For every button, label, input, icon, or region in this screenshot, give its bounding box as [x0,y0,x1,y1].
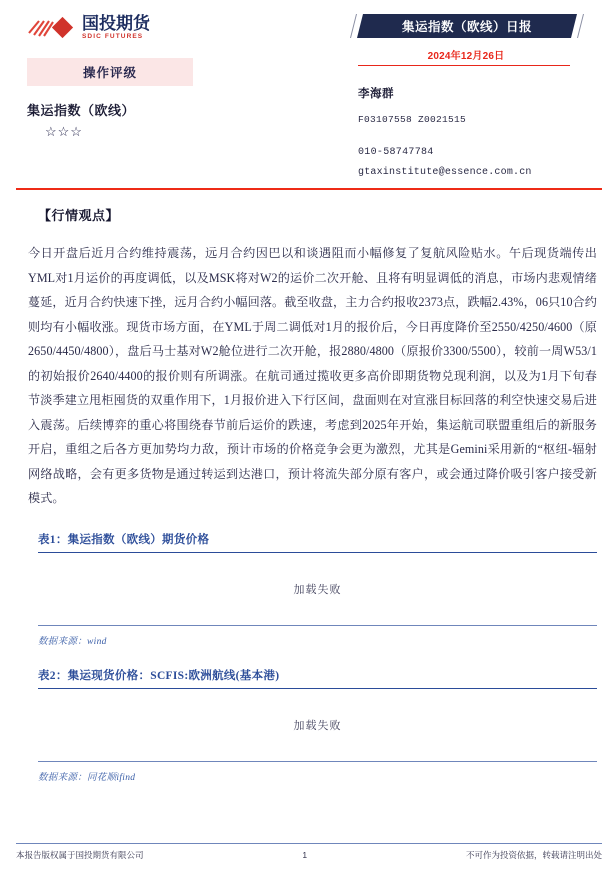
table-1-placeholder: 加载失败 [293,583,342,596]
footer-copyright: 本报告版权属于国投期货有限公司 [16,850,144,860]
analyst-phone: 010-58747784 [358,147,434,158]
report-footer [16,846,602,864]
report-date: 2024年12月26日 [427,51,505,62]
table-1-source: 数据来源：wind [38,636,107,647]
brand-name-cn: 国投期货 [82,14,150,34]
table-2-placeholder: 加载失败 [293,720,342,733]
banner-right-tick [577,14,584,38]
rating-band-label: 操作评级 [27,58,193,86]
analyst-email: gtaxinstitute@essence.com.cn [358,167,532,178]
sdic-diamond-icon [27,16,79,40]
header-right-column [358,14,593,178]
analyst-name: 李海群 [358,88,394,100]
table-1-caption: 表1：集运指数（欧线）期货价格 [38,533,210,546]
report-title: 集运指数（欧线）日报 [401,20,532,34]
table-2-bottom-rule [38,761,597,762]
table-2-body [38,689,597,761]
report-header [0,0,615,178]
footer-page-number: 1 [302,850,308,860]
table-block-1 [28,531,597,647]
report-banner [360,14,574,38]
header-left-column [27,14,327,140]
date-underline [358,65,570,66]
brand-name-en: SDIC FUTURES [82,33,144,41]
company-logo [27,14,327,42]
report-date-block [360,47,572,62]
logo-wordmark [82,15,150,41]
rating-stars: ☆☆☆ [45,124,83,139]
market-view-paragraph: 今日开盘后近月合约维持震荡，远月合约因巴以和谈遇阻而小幅修复了复航风险贴水。午后现货端传出YML对1月运价的再度调低，以及MSK将对W2的运价二次开舱、且将有明显调低的消息，市场内悲观情绪蔓延，近月合约快速下挫，远月合约小幅回落。截至收盘，主力合约报收2373点，跌幅2.43%，06只10合约则均有小幅收涨。现货市场方面，在YML于周二调低对1月的报价后，今日再度降价至2550/4250/4600（原2650/4450/4800），盘后马士基对W2舱位进行二次开舱，报2880/4800（原报价3300/5500），较前一周W53/1的初始报价2640/4400的报价则有所调涨。在航司通过揽收更多高价即期货物兑现利润，以及为1月下旬春节淡季建立甩柜囤货的双重作用下，1月报价进入下行区间，盘面则在对宣涨目标回落的利空快速交易后进入震荡。后续博弈的重心将围绕春节前后运价的跌速，考虑到2025年开始，集运航司联盟重组后的新服务开启，重组之后各方更加势均力敌，预计市场的价格竞争会更为激烈，尤其是Gemini采用新的“枢纽-辐射网络战略，会有更多货物是通过转运到达港口，预计将流失部分原有客户，或会通过降价吸引客户接受新模式。 [28,246,597,505]
rating-instrument-name: 集运指数（欧线） [27,103,136,118]
table-1-body [38,553,597,625]
report-content [0,205,615,783]
table-2-source: 数据来源：同花顺ifind [38,773,136,784]
analyst-license: F03107558 Z0021515 [358,114,467,125]
footer-disclaimer: 不可作为投资依据，转载请注明出处 [465,850,602,860]
table-block-2 [28,667,597,783]
header-divider [16,188,602,190]
table-1-bottom-rule [38,625,597,626]
market-view-heading: 【行情观点】 [38,208,120,223]
table-2-caption: 表2：集运现货价格：SCFIS:欧洲航线(基本港) [38,669,280,682]
footer-divider [16,843,602,844]
banner-left-tick [350,14,357,38]
